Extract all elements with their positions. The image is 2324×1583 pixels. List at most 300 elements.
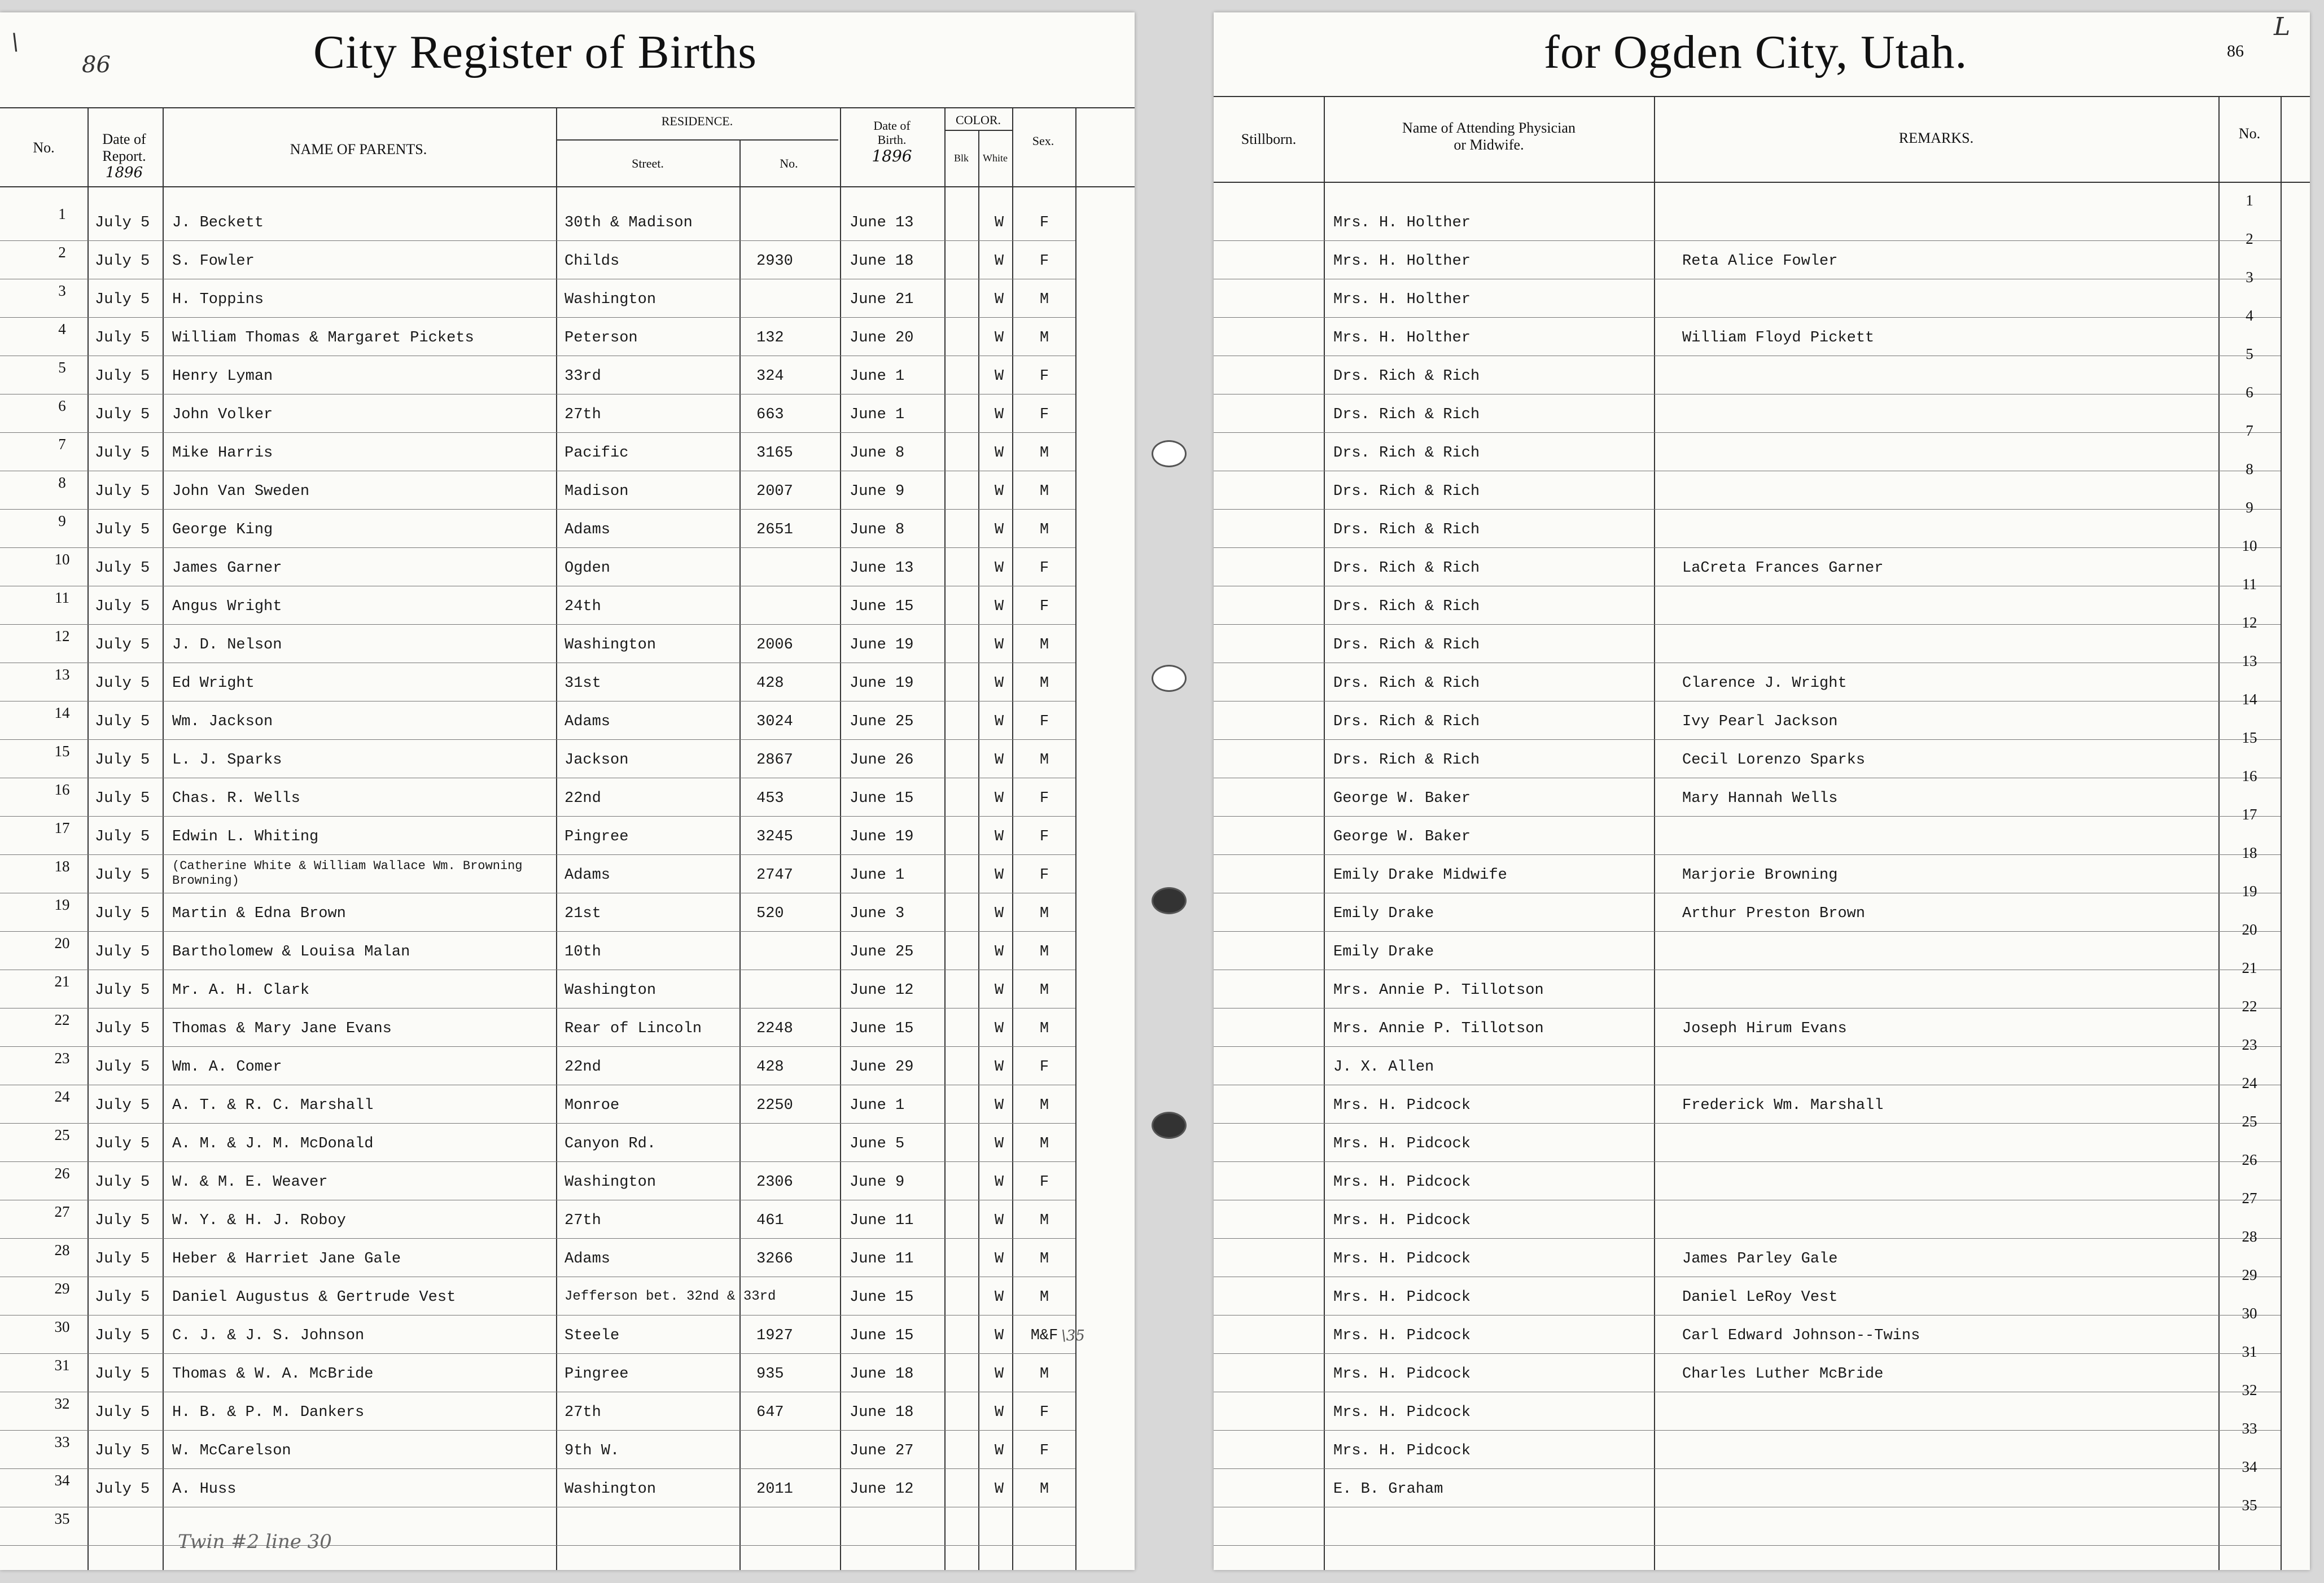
record-no: 7 xyxy=(58,436,66,453)
record-parents: Bartholomew & Louisa Malan xyxy=(172,944,410,961)
record-parents: J. Beckett xyxy=(172,214,264,231)
record-sex: M xyxy=(1039,521,1049,538)
record-sex: F xyxy=(1039,560,1049,577)
corner-page-number: 86 xyxy=(82,52,111,78)
record-no-right: 33 xyxy=(2242,1420,2257,1437)
record-num: 461 xyxy=(756,1212,784,1229)
record-no: 8 xyxy=(58,474,66,491)
record-color: W xyxy=(994,1097,1004,1114)
page-title-left: City Register of Births xyxy=(313,26,757,78)
record-report: July 5 xyxy=(95,1251,150,1268)
record-street: Rear of Lincoln xyxy=(564,1020,702,1037)
record-physician: Drs. Rich & Rich xyxy=(1333,560,1480,577)
record-street: 22nd xyxy=(564,790,601,807)
record-birth: June 18 xyxy=(850,1404,914,1421)
record-no-right: 2 xyxy=(2246,230,2253,247)
record-street: Jefferson bet. 32nd & 33rd xyxy=(564,1289,776,1304)
record-birth: June 5 xyxy=(850,1135,905,1152)
right-register-page xyxy=(1214,12,2310,1570)
record-report: July 5 xyxy=(95,1289,150,1306)
col-rule xyxy=(1075,107,1076,1570)
record-physician: J. X. Allen xyxy=(1333,1059,1434,1076)
record-birth: June 18 xyxy=(850,1366,914,1383)
record-report: July 5 xyxy=(95,637,150,654)
record-report: July 5 xyxy=(95,1366,150,1383)
record-remarks: LaCreta Frances Garner xyxy=(1682,560,1884,577)
record-physician: Mrs. H. Pidcock xyxy=(1333,1251,1471,1268)
record-street: 27th xyxy=(564,1212,601,1229)
record-birth: June 15 xyxy=(850,1327,914,1344)
record-birth: June 25 xyxy=(850,944,914,961)
record-color: W xyxy=(994,1059,1004,1076)
record-no-right: 31 xyxy=(2242,1343,2257,1360)
record-no-right: 6 xyxy=(2246,384,2253,401)
record-physician: Mrs. H. Holther xyxy=(1333,291,1471,308)
corner-mark: \ xyxy=(11,29,19,55)
col-rule xyxy=(2281,96,2282,1570)
record-report: July 5 xyxy=(95,828,150,845)
record-sex: M xyxy=(1039,752,1049,769)
record-report: July 5 xyxy=(95,1442,150,1459)
record-parents: L. J. Sparks xyxy=(172,752,282,769)
record-birth: June 27 xyxy=(850,1442,914,1459)
record-street: 33rd xyxy=(564,368,601,385)
record-color: W xyxy=(994,598,1004,615)
record-street: 30th & Madison xyxy=(564,214,693,231)
row-rule xyxy=(1214,624,2281,625)
record-no-right: 24 xyxy=(2242,1075,2257,1091)
record-num: 2651 xyxy=(756,521,793,538)
record-sex: F xyxy=(1039,1059,1049,1076)
record-no: 21 xyxy=(54,973,70,990)
record-birth: June 9 xyxy=(850,1174,905,1191)
record-birth: June 1 xyxy=(850,1097,905,1114)
record-sex: F xyxy=(1039,790,1049,807)
record-sex: M xyxy=(1039,1251,1049,1268)
record-no: 5 xyxy=(58,359,66,376)
record-no-right: 21 xyxy=(2242,959,2257,976)
record-num: 647 xyxy=(756,1404,784,1421)
record-no-right: 18 xyxy=(2242,844,2257,861)
record-num: 2867 xyxy=(756,752,793,769)
record-physician: Mrs. H. Pidcock xyxy=(1333,1135,1471,1152)
col-rule xyxy=(978,130,979,1570)
record-no-right: 12 xyxy=(2242,614,2257,631)
header-stillborn: Stillborn. xyxy=(1241,131,1297,147)
record-num: 2930 xyxy=(756,253,793,270)
record-color: W xyxy=(994,713,1004,730)
record-street: 10th xyxy=(564,944,601,961)
record-street: Childs xyxy=(564,253,620,270)
record-num: 453 xyxy=(756,790,784,807)
row-rule xyxy=(1214,240,2281,241)
header-parents: NAME OF PARENTS. xyxy=(290,141,427,157)
row-rule xyxy=(0,317,1075,318)
record-num: 428 xyxy=(756,1059,784,1076)
record-report: July 5 xyxy=(95,253,150,270)
record-color: W xyxy=(994,214,1004,231)
header-residence: RESIDENCE. xyxy=(661,114,733,128)
record-sex: M xyxy=(1039,330,1049,347)
corner-mark-right: L xyxy=(2274,12,2291,41)
record-birth: June 26 xyxy=(850,752,914,769)
record-sex: M&F xyxy=(1030,1327,1058,1344)
record-physician: Mrs. H. Pidcock xyxy=(1333,1327,1471,1344)
record-remarks: Joseph Hirum Evans xyxy=(1682,1020,1847,1037)
record-parents: S. Fowler xyxy=(172,253,255,270)
record-no-right: 20 xyxy=(2242,921,2257,938)
record-no-right: 10 xyxy=(2242,537,2257,554)
record-remarks: Ivy Pearl Jackson xyxy=(1682,713,1838,730)
record-no: 4 xyxy=(58,321,66,337)
col-rule xyxy=(163,107,164,1570)
record-street: Washington xyxy=(564,1481,657,1498)
record-parents: J. D. Nelson xyxy=(172,637,282,654)
record-street: Monroe xyxy=(564,1097,620,1114)
record-parents: A. M. & J. M. McDonald xyxy=(172,1135,374,1152)
record-parents: James Garner xyxy=(172,560,282,577)
record-report: July 5 xyxy=(95,330,150,347)
left-register-page xyxy=(0,12,1135,1570)
record-report: July 5 xyxy=(95,1097,150,1114)
record-report: July 5 xyxy=(95,944,150,961)
record-sex: M xyxy=(1039,483,1049,500)
record-street: 24th xyxy=(564,598,601,615)
record-birth: June 19 xyxy=(850,828,914,845)
record-street: Jackson xyxy=(564,752,629,769)
record-physician: Emily Drake Midwife xyxy=(1333,867,1507,884)
row-rule xyxy=(0,432,1075,433)
record-no-right: 25 xyxy=(2242,1113,2257,1130)
record-remarks: Charles Luther McBride xyxy=(1682,1366,1884,1383)
record-street: Pingree xyxy=(564,828,629,845)
record-num: 2248 xyxy=(756,1020,793,1037)
record-parents: H. B. & P. M. Dankers xyxy=(172,1404,365,1421)
record-no-right: 15 xyxy=(2242,729,2257,746)
record-color: W xyxy=(994,1442,1004,1459)
row-rule xyxy=(0,624,1075,625)
record-no-right: 4 xyxy=(2246,307,2253,324)
record-physician: Mrs. H. Pidcock xyxy=(1333,1366,1471,1383)
record-street: Adams xyxy=(564,1251,611,1268)
record-birth: June 11 xyxy=(850,1212,914,1229)
row-rule xyxy=(1214,547,2281,548)
record-street: 22nd xyxy=(564,1059,601,1076)
record-street: Madison xyxy=(564,483,629,500)
record-birth: June 19 xyxy=(850,637,914,654)
record-no-right: 3 xyxy=(2246,269,2253,286)
row-rule xyxy=(0,1468,1075,1469)
row-rule xyxy=(1214,1353,2281,1354)
record-physician: Mrs. H. Holther xyxy=(1333,214,1471,231)
row-rule xyxy=(1214,509,2281,510)
record-color: W xyxy=(994,828,1004,845)
header-blk: Blk xyxy=(953,152,969,164)
record-birth: June 1 xyxy=(850,406,905,423)
record-street: Pacific xyxy=(564,445,629,462)
record-no: 19 xyxy=(54,896,70,913)
row-rule xyxy=(0,739,1075,740)
record-street: 9th W. xyxy=(564,1442,620,1459)
record-report: July 5 xyxy=(95,214,150,231)
record-num: 428 xyxy=(756,675,784,692)
record-sex: M xyxy=(1039,291,1049,308)
record-sex: M xyxy=(1039,1020,1049,1037)
record-report: July 5 xyxy=(95,1327,150,1344)
record-parents: C. J. & J. S. Johnson xyxy=(172,1327,365,1344)
record-num: 520 xyxy=(756,905,784,922)
record-color: W xyxy=(994,253,1004,270)
record-report: July 5 xyxy=(95,291,150,308)
record-num: 1927 xyxy=(756,1327,793,1344)
record-no-right: 27 xyxy=(2242,1190,2257,1207)
record-color: W xyxy=(994,291,1004,308)
record-no: 35 xyxy=(54,1510,70,1527)
header-date-report: Date of Report. 1896 xyxy=(102,131,146,181)
record-sex: M xyxy=(1039,445,1049,462)
record-color: W xyxy=(994,944,1004,961)
record-parents: A. T. & R. C. Marshall xyxy=(172,1097,374,1114)
row-rule xyxy=(1214,931,2281,932)
col-rule xyxy=(87,107,89,1570)
record-birth: June 15 xyxy=(850,1289,914,1306)
record-parents: Henry Lyman xyxy=(172,368,273,385)
record-no: 31 xyxy=(54,1357,70,1374)
record-no: 29 xyxy=(54,1280,70,1297)
record-num: 935 xyxy=(756,1366,784,1383)
record-num: 3024 xyxy=(756,713,793,730)
record-birth: June 13 xyxy=(850,560,914,577)
row-rule xyxy=(1214,1430,2281,1431)
record-sex: M xyxy=(1039,1366,1049,1383)
record-no-right: 7 xyxy=(2246,422,2253,439)
record-street: Peterson xyxy=(564,330,638,347)
record-no: 12 xyxy=(54,628,70,644)
record-num: 3266 xyxy=(756,1251,793,1268)
binder-hole xyxy=(1152,665,1187,692)
record-num: 2250 xyxy=(756,1097,793,1114)
record-report: July 5 xyxy=(95,1174,150,1191)
record-street: Adams xyxy=(564,521,611,538)
record-street: 31st xyxy=(564,675,601,692)
row-rule xyxy=(0,240,1075,241)
record-physician: Drs. Rich & Rich xyxy=(1333,521,1480,538)
record-no: 11 xyxy=(55,589,69,606)
record-color: W xyxy=(994,560,1004,577)
record-parents: Wm. Jackson xyxy=(172,713,273,730)
record-color: W xyxy=(994,1251,1004,1268)
row-rule xyxy=(0,509,1075,510)
record-no: 3 xyxy=(58,282,66,299)
record-physician: Mrs. H. Holther xyxy=(1333,253,1471,270)
record-parents: Daniel Augustus & Gertrude Vest xyxy=(172,1289,456,1306)
record-num: 3245 xyxy=(756,828,793,845)
record-parents: Thomas & Mary Jane Evans xyxy=(172,1020,392,1037)
record-street: Steele xyxy=(564,1327,620,1344)
record-remarks: Arthur Preston Brown xyxy=(1682,905,1866,922)
record-color: W xyxy=(994,406,1004,423)
record-parents: Heber & Harriet Jane Gale xyxy=(172,1251,401,1268)
record-physician: Drs. Rich & Rich xyxy=(1333,445,1480,462)
record-physician: Drs. Rich & Rich xyxy=(1333,406,1480,423)
record-report: July 5 xyxy=(95,867,150,884)
record-color: W xyxy=(994,330,1004,347)
record-no-right: 17 xyxy=(2242,806,2257,823)
record-no: 33 xyxy=(54,1433,70,1450)
record-no-right: 9 xyxy=(2246,499,2253,516)
record-color: W xyxy=(994,1366,1004,1383)
record-num: 132 xyxy=(756,330,784,347)
row-rule xyxy=(1214,1123,2281,1124)
record-birth: June 9 xyxy=(850,483,905,500)
record-color: W xyxy=(994,1212,1004,1229)
record-sex: M xyxy=(1039,1097,1049,1114)
record-physician: Emily Drake xyxy=(1333,905,1434,922)
record-report: July 5 xyxy=(95,675,150,692)
record-no: 14 xyxy=(54,704,70,721)
row-rule xyxy=(1214,1046,2281,1047)
record-color: W xyxy=(994,1481,1004,1498)
record-no: 20 xyxy=(54,935,70,951)
row-rule xyxy=(1214,739,2281,740)
record-no: 10 xyxy=(54,551,70,568)
record-parents: William Thomas & Margaret Pickets xyxy=(172,330,474,347)
header-color: COLOR. xyxy=(955,113,1001,127)
record-report: July 5 xyxy=(95,598,150,615)
record-num: 324 xyxy=(756,368,784,385)
record-no-right: 22 xyxy=(2242,998,2257,1015)
record-report: July 5 xyxy=(95,905,150,922)
record-street: Washington xyxy=(564,637,657,654)
record-color: W xyxy=(994,1174,1004,1191)
record-parents: W. McCarelson xyxy=(172,1442,291,1459)
record-remarks: Marjorie Browning xyxy=(1682,867,1838,884)
record-street: Ogden xyxy=(564,560,611,577)
record-no: 30 xyxy=(54,1318,70,1335)
record-sex: F xyxy=(1039,828,1049,845)
record-no-right: 1 xyxy=(2246,192,2253,209)
record-color: W xyxy=(994,637,1004,654)
binder-hole xyxy=(1152,887,1187,914)
record-remarks: Frederick Wm. Marshall xyxy=(1682,1097,1884,1114)
record-num: 2007 xyxy=(756,483,793,500)
record-parents: H. Toppins xyxy=(172,291,264,308)
record-street: 21st xyxy=(564,905,601,922)
record-color: W xyxy=(994,905,1004,922)
record-report: July 5 xyxy=(95,483,150,500)
record-report: July 5 xyxy=(95,752,150,769)
record-no-right: 30 xyxy=(2242,1305,2257,1322)
header-top-rule xyxy=(1214,96,2310,97)
record-physician: Drs. Rich & Rich xyxy=(1333,598,1480,615)
record-birth: June 29 xyxy=(850,1059,914,1076)
record-parents: Wm. A. Comer xyxy=(172,1059,282,1076)
record-birth: June 8 xyxy=(850,521,905,538)
record-no-right: 26 xyxy=(2242,1151,2257,1168)
record-num: 2306 xyxy=(756,1174,793,1191)
record-color: W xyxy=(994,867,1004,884)
record-remarks: William Floyd Pickett xyxy=(1682,330,1875,347)
record-sex: F xyxy=(1039,713,1049,730)
record-no-right: 16 xyxy=(2242,768,2257,784)
record-num: 2006 xyxy=(756,637,793,654)
record-no: 32 xyxy=(54,1395,70,1412)
record-report: July 5 xyxy=(95,1481,150,1498)
record-no: 25 xyxy=(54,1126,70,1143)
record-birth: June 3 xyxy=(850,905,905,922)
record-sex: M xyxy=(1039,1135,1049,1152)
page-number: 86 xyxy=(2227,42,2244,60)
record-no: 18 xyxy=(54,858,70,875)
row-rule xyxy=(0,1430,1075,1431)
record-physician: Mrs. H. Pidcock xyxy=(1333,1289,1471,1306)
record-sex: F xyxy=(1039,598,1049,615)
record-parents: Ed Wright xyxy=(172,675,255,692)
sex-note: \35 xyxy=(1061,1327,1085,1344)
record-color: W xyxy=(994,483,1004,500)
record-remarks: Daniel LeRoy Vest xyxy=(1682,1289,1838,1306)
record-physician: E. B. Graham xyxy=(1333,1481,1443,1498)
record-no-right: 35 xyxy=(2242,1497,2257,1514)
record-sex: M xyxy=(1039,982,1049,999)
record-street: Canyon Rd. xyxy=(564,1135,657,1152)
twin-footnote: Twin #2 line 30 xyxy=(178,1531,332,1553)
record-physician: Mrs. H. Pidcock xyxy=(1333,1442,1471,1459)
header-no: No. xyxy=(33,139,55,156)
col-rule xyxy=(944,107,946,1570)
record-color: W xyxy=(994,1020,1004,1037)
record-report: July 5 xyxy=(95,1020,150,1037)
record-report: July 5 xyxy=(95,982,150,999)
record-physician: Mrs. H. Pidcock xyxy=(1333,1174,1471,1191)
record-birth: June 11 xyxy=(850,1251,914,1268)
record-no-right: 11 xyxy=(2242,576,2257,593)
record-report: July 5 xyxy=(95,560,150,577)
page-title-right: for Ogden City, Utah. xyxy=(1544,26,1968,78)
record-birth: June 1 xyxy=(850,867,905,884)
record-birth: June 18 xyxy=(850,253,914,270)
binder-hole xyxy=(1152,440,1187,467)
record-remarks: Reta Alice Fowler xyxy=(1682,253,1838,270)
record-no-right: 28 xyxy=(2242,1228,2257,1245)
record-no-right: 13 xyxy=(2242,652,2257,669)
record-physician: Drs. Rich & Rich xyxy=(1333,637,1480,654)
header-bottom-rule xyxy=(0,186,1135,187)
record-physician: George W. Baker xyxy=(1333,790,1471,807)
record-color: W xyxy=(994,1404,1004,1421)
col-rule xyxy=(556,107,557,1570)
record-sex: F xyxy=(1039,1404,1049,1421)
record-parents: John Van Sweden xyxy=(172,483,310,500)
record-street: 27th xyxy=(564,406,601,423)
record-birth: June 12 xyxy=(850,982,914,999)
record-remarks: Clarence J. Wright xyxy=(1682,675,1847,692)
record-color: W xyxy=(994,368,1004,385)
record-no-right: 34 xyxy=(2242,1458,2257,1475)
record-birth: June 21 xyxy=(850,291,914,308)
row-rule xyxy=(0,1353,1075,1354)
record-sex: F xyxy=(1039,368,1049,385)
record-sex: M xyxy=(1039,944,1049,961)
record-birth: June 15 xyxy=(850,598,914,615)
record-physician: Mrs. Annie P. Tillotson xyxy=(1333,982,1544,999)
record-birth: June 8 xyxy=(850,445,905,462)
record-parents: (Catherine White & William Wallace Wm. Browning Browning) xyxy=(172,859,523,888)
record-parents: Chas. R. Wells xyxy=(172,790,300,807)
record-sex: M xyxy=(1039,905,1049,922)
record-num: 3165 xyxy=(756,445,793,462)
row-rule xyxy=(0,1123,1075,1124)
